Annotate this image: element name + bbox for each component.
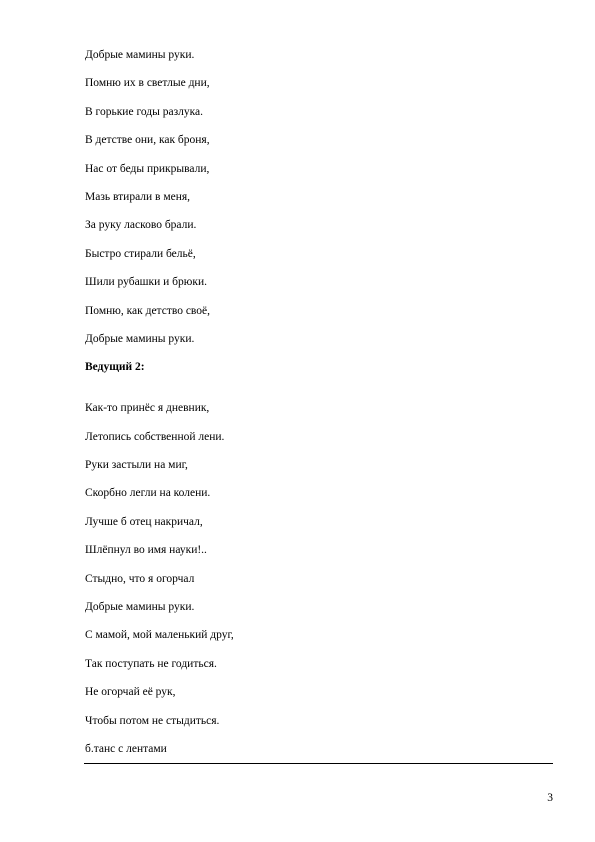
poem-line: С мамой, мой маленький друг, (85, 629, 234, 642)
poem-line: Мазь втирали в меня, (85, 190, 191, 203)
page-number: 3 (547, 792, 553, 804)
poem-line: Помню их в светлые дни, (85, 77, 210, 90)
poem-line: Чтобы потом не стыдиться. (85, 714, 220, 727)
poem-line: Так поступать не годиться. (85, 657, 217, 670)
poem-line: Добрые мамины руки. (85, 332, 195, 345)
poem-line: Не огорчай её рук, (85, 686, 176, 699)
poem-line: В детстве они, как броня, (85, 134, 210, 147)
poem-line: Помню, как детство своё, (85, 304, 211, 317)
speaker-heading: Ведущий 2: (85, 361, 145, 374)
closing-note: б.танс с лентами (85, 742, 167, 755)
footer-divider (84, 763, 553, 764)
poem-line: Добрые мамины руки. (85, 601, 195, 614)
poem-line: Руки застыли на миг, (85, 459, 188, 472)
poem-line: За руку ласково брали. (85, 219, 197, 232)
poem-line: Лучше б отец накричал, (85, 515, 203, 528)
poem-line: Шили рубашки и брюки. (85, 276, 207, 289)
poem-line: Стыдно, что я огорчал (85, 572, 195, 585)
poem-line: В горькие годы разлука. (85, 105, 204, 118)
poem-line: Добрые мамины руки. (85, 49, 195, 61)
poem-line: Шлёпнул во имя науки!.. (85, 544, 207, 557)
poem-line: Как-то принёс я дневник, (85, 402, 210, 415)
poem-line: Скорбно легли на колени. (85, 487, 211, 500)
poem-line: Летопись собственной лени. (85, 430, 225, 443)
poem-line: Нас от беды прикрывали, (85, 162, 210, 175)
poem-body (85, 48, 555, 756)
poem-line: Быстро стирали бельё, (85, 247, 196, 260)
